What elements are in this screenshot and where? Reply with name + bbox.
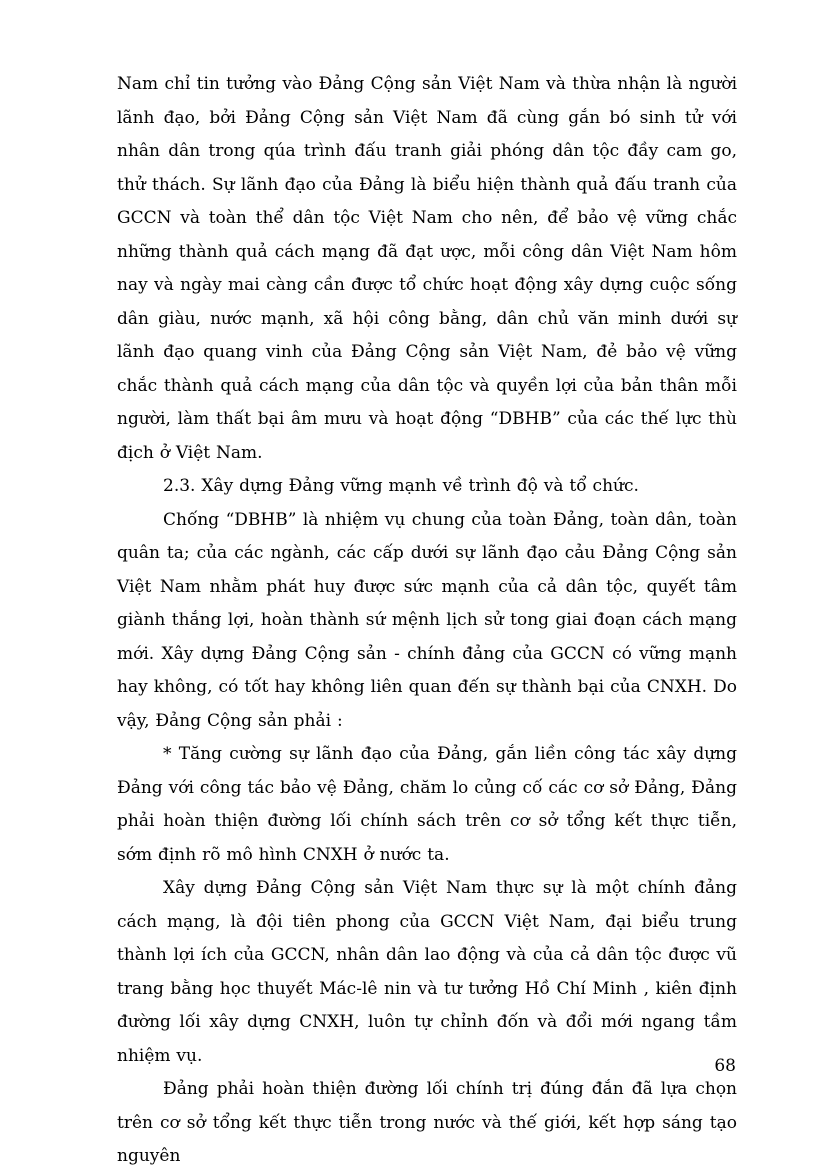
body-paragraph-4: Xây dựng Đảng Cộng sản Việt Nam thực sự là một chính đảng cách mạng, là đội tiên phong của GCCN Việt Nam, đại biểu trung thành lợi ích của GCCN, nhân dân lao động và của cả dân tộc được vũ trang bằng học thuyết Mác-lê nin và tư tưởng Hồ Chí Minh , kiên định đường lối xây dựng CNXH, luôn tự chỉnh đốn và đổi mới ngang tầm nhiệm vụ.	[117, 878, 737, 1066]
section-heading-2-3: 2.3. Xây dựng Đảng vững mạnh về trình độ và tổ chức.	[163, 476, 639, 496]
body-paragraph-5: Đảng phải hoàn thiện đường lối chính trị đúng đắn đã lựa chọn trên cơ sở tổng kết thực tiễn trong nước và thế giới, kết hợp sáng tạo nguyên	[117, 1079, 737, 1166]
document-body	[117, 68, 737, 1174]
body-paragraph-3: * Tăng cường sự lãnh đạo của Đảng, gắn liền công tác xây dựng Đảng với công tác bảo vệ Đảng, chăm lo củng cố các cơ sở Đảng, Đảng phải hoàn thiện đường lối chính sách trên cơ sở tổng kết thực tiễn, sớm định rõ mô hình CNXH ở nước ta.	[117, 744, 737, 865]
page-number: 68	[714, 1056, 736, 1076]
body-paragraph-2: Chống “DBHB” là nhiệm vụ chung của toàn Đảng, toàn dân, toàn quân ta; của các ngành, các cấp dưới sự lãnh đạo cảu Đảng Cộng sản Việt Nam nhằm phát huy được sức mạnh của cả dân tộc, quyết tâm giành thắng lợi, hoàn thành sứ mệnh lịch sử tong giai đoạn cách mạng mới. Xây dựng Đảng Cộng sản - chính đảng của GCCN có vững mạnh hay không, có tốt hay không liên quan đến sự thành bại của CNXH. Do vậy, Đảng Cộng sản phải :	[117, 509, 737, 731]
body-paragraph-1: Nam chỉ tin tưởng vào Đảng Cộng sản Việt Nam và thừa nhận là người lãnh đạo, bởi Đảng Cộng sản Việt Nam đã cùng gắn bó sinh tử với nhân dân trong qúa trình đấu tranh giải phóng dân tộc đầy cam go, thử thách. Sự lãnh đạo của Đảng là biểu hiện thành quả đấu tranh của GCCN và toàn thể dân tộc Việt Nam cho nên, để bảo vệ vững chắc những thành quả cách mạng đã đạt ược, mỗi công dân Việt Nam hôm nay và ngày mai càng cần được tổ chức hoạt động xây dựng cuộc sống dân giàu, nước mạnh, xã hội công bằng, dân chủ văn minh dưới sự lãnh đạo quang vinh của Đảng Cộng sản Việt Nam, đẻ bảo vệ vững chắc thành quả cách mạng của dân tộc và quyền lợi của bản thân mỗi người, làm thất bại âm mưu và hoạt động “DBHB” của các thế lực thù địch ở Việt Nam.	[117, 74, 737, 463]
